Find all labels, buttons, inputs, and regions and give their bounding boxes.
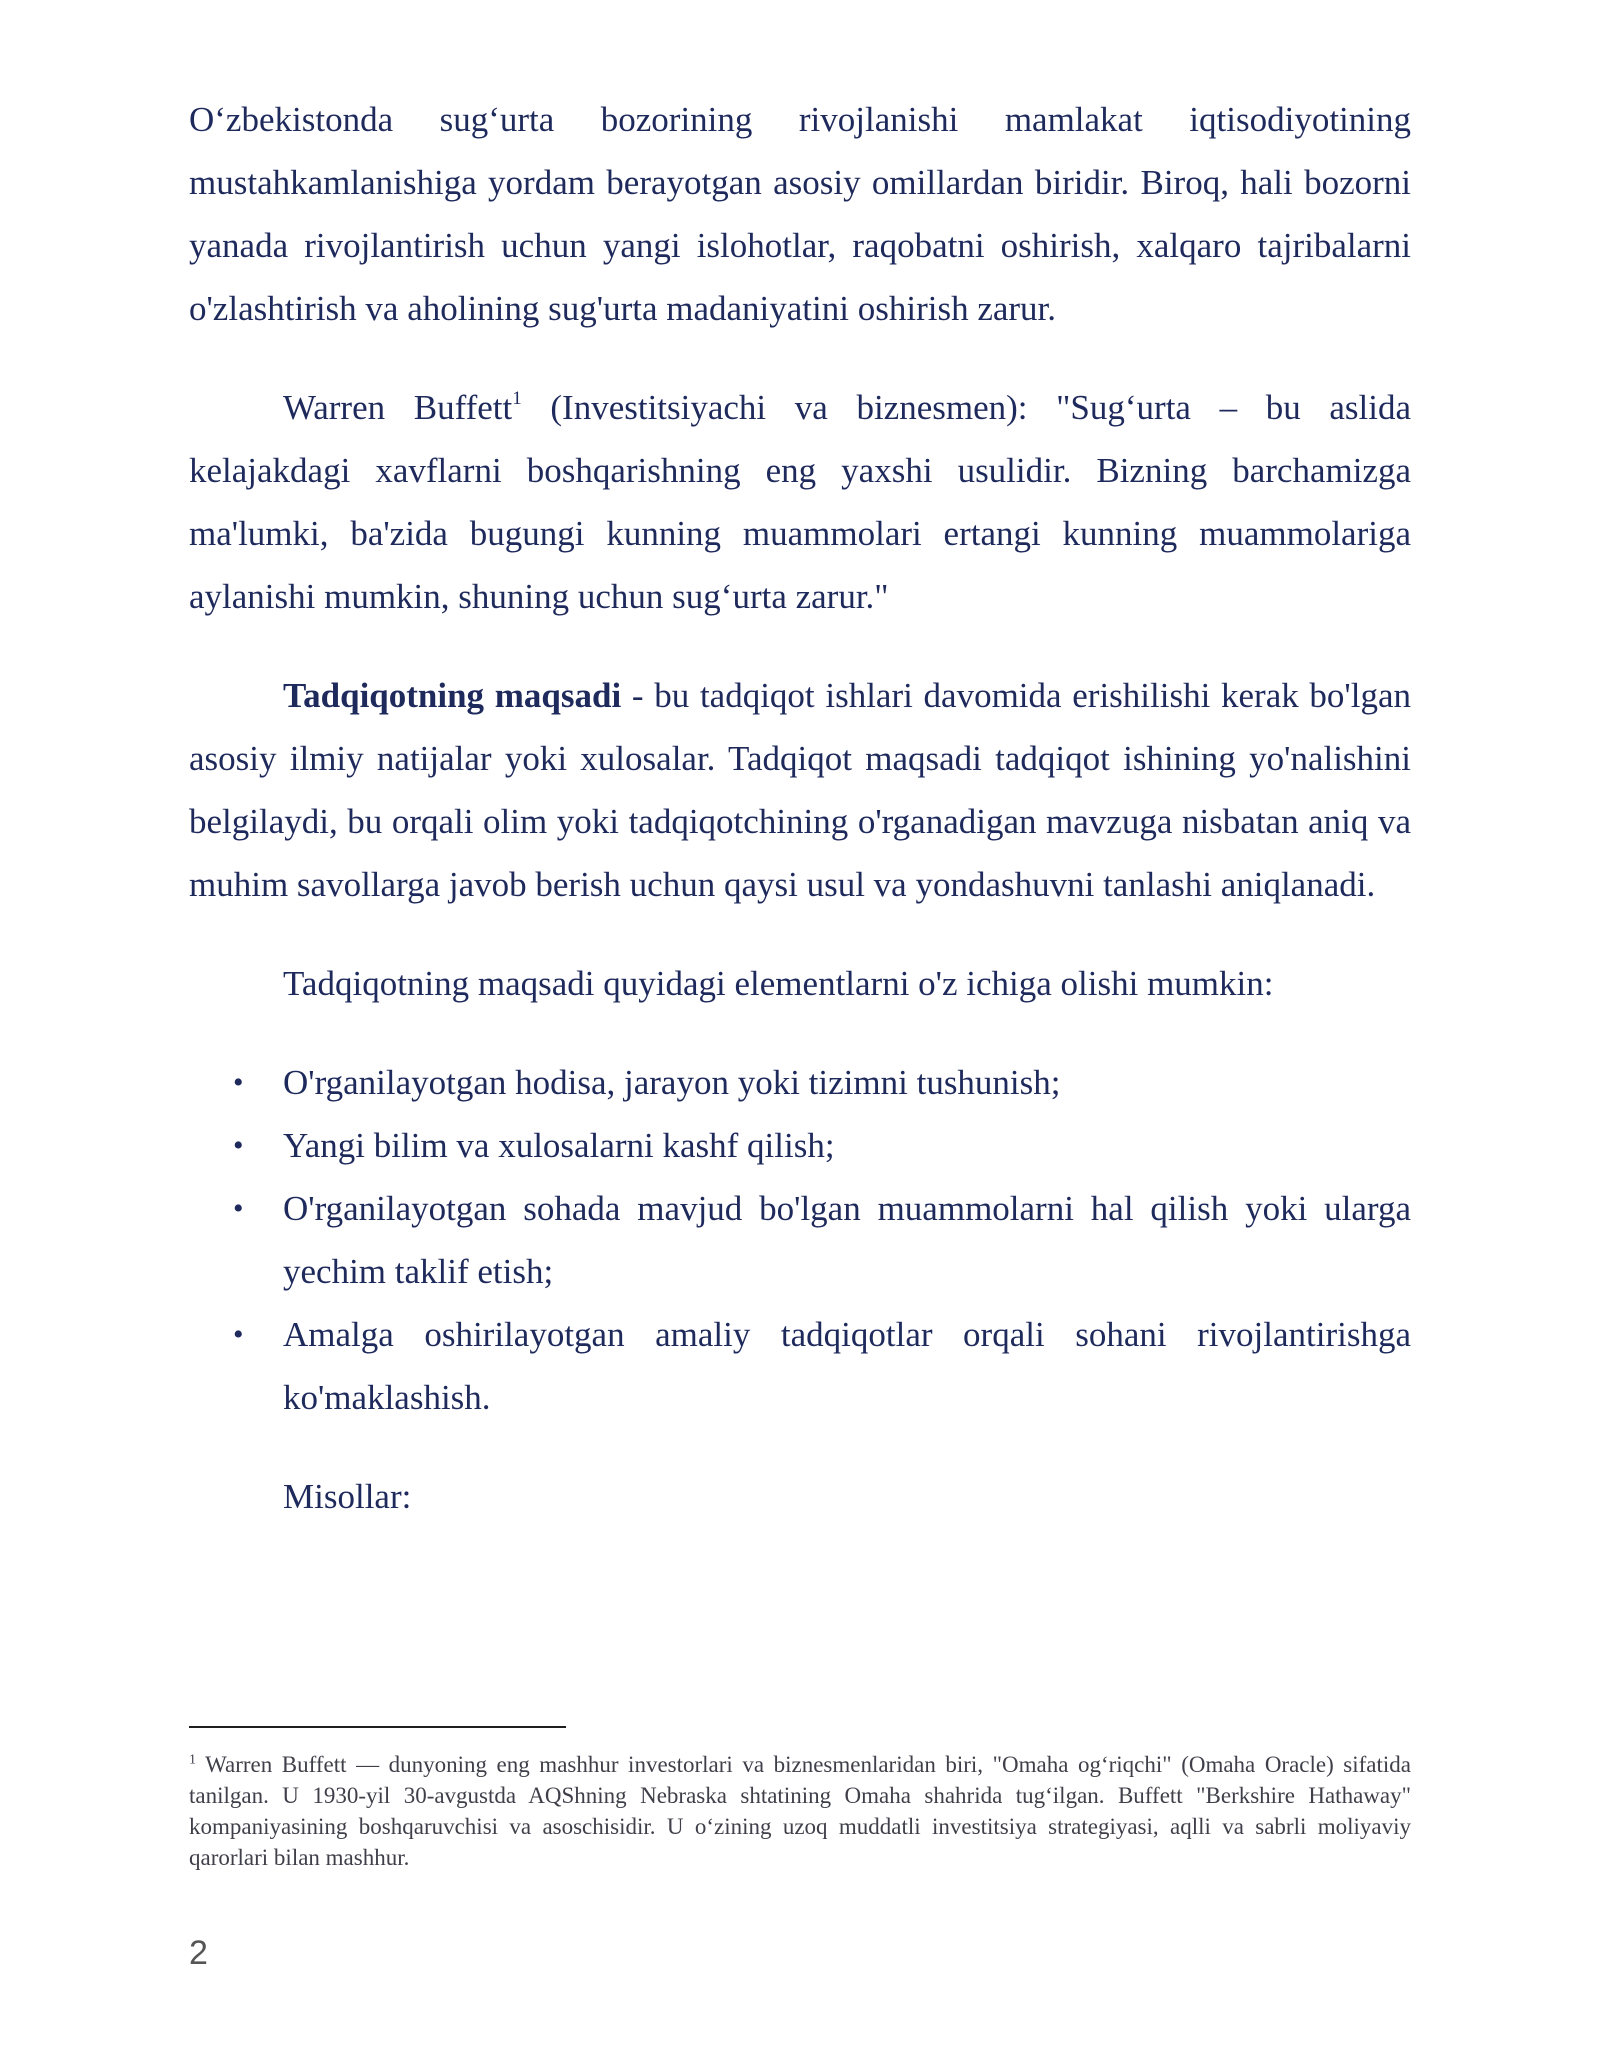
paragraph-text: Misollar: bbox=[283, 1477, 412, 1516]
page-number: 2 bbox=[189, 1934, 208, 1972]
bullet-icon: • bbox=[233, 1129, 244, 1162]
bullet-icon: • bbox=[233, 1066, 244, 1099]
footnote-separator bbox=[189, 1726, 566, 1728]
goal-elements-list bbox=[189, 1051, 1411, 1429]
list-item-text: Yangi bilim va xulosalarni kashf qilish; bbox=[283, 1126, 835, 1165]
bullet-icon: • bbox=[233, 1318, 244, 1351]
bold-term: Tadqiqotning maqsadi bbox=[283, 676, 622, 715]
paragraph-text: (Investitsiyachi va biznesmen): "Sug‘urta – bu aslida kelajakdagi xavflarni boshqarishning eng yaxshi usulidir. Bizning barchamizga ma'lumki, ba'zida bugungi kunning muammolari ertangi kunning muammolariga aylanishi mumkin, shuning uchun sug‘urta zarur." bbox=[189, 388, 1411, 616]
page-body bbox=[189, 88, 1411, 1564]
bullet-icon: • bbox=[233, 1192, 244, 1225]
paragraph-insurance-market bbox=[189, 88, 1411, 340]
list-item bbox=[189, 1303, 1411, 1429]
paragraph-text: O‘zbekistonda sug‘urta bozorining rivojlanishi mamlakat iqtisodiyotining mustahkamlanishiga yordam berayotgan asosiy omillardan biridir. Biroq, hali bozorni yanada rivojlantirish uchun yangi islohotlar, raqobatni oshirish, xalqaro tajribalarni o'zlashtirish va aholining sug'urta madaniyatini oshirish zarur. bbox=[189, 100, 1411, 328]
list-item bbox=[189, 1177, 1411, 1303]
paragraph-examples-heading bbox=[189, 1465, 1411, 1528]
footnote-reference[interactable]: 1 bbox=[512, 388, 522, 410]
list-item bbox=[189, 1114, 1411, 1177]
paragraph-text: - bu tadqiqot ishlari davomida erishilishi kerak bo'lgan asosiy ilmiy natijalar yoki xulosalar. Tadqiqot maqsadi tadqiqot ishining yo'nalishini belgilaydi, bu orqali olim yoki tadqiqotchining o'rganadigan mavzuga nisbatan aniq va muhim savollarga javob berish uchun qaysi usul va yondashuvni tanlashi aniqlanadi. bbox=[189, 676, 1411, 904]
footnote-number: 1 bbox=[189, 1752, 196, 1768]
paragraph-goal-elements-intro bbox=[189, 952, 1411, 1015]
list-item-text: O'rganilayotgan hodisa, jarayon yoki tizimni tushunish; bbox=[283, 1063, 1061, 1102]
paragraph-buffett-quote bbox=[189, 376, 1411, 628]
footnote bbox=[189, 1749, 1411, 1873]
paragraph-text: Tadqiqotning maqsadi quyidagi elementlarni o'z ichiga olishi mumkin: bbox=[283, 964, 1274, 1003]
list-item-text: O'rganilayotgan sohada mavjud bo'lgan muammolarni hal qilish yoki ularga yechim taklif etish; bbox=[283, 1189, 1411, 1291]
footnote-text: Warren Buffett — dunyoning eng mashhur investorlari va biznesmenlaridan biri, "Omaha og‘riqchi" (Omaha Oracle) sifatida tanilgan. U 1930-yil 30-avgustda AQShning Nebraska shtatining Omaha shahrida tug‘ilgan. Buffett "Berkshire Hathaway" kompaniyasining boshqaruvchisi va asoschisidir. U o‘zining uzoq muddatli investitsiya strategiyasi, aqlli va sabrli moliyaviy qarorlari bilan mashhur. bbox=[189, 1752, 1412, 1870]
list-item-text: Amalga oshirilayotgan amaliy tadqiqotlar orqali sohani rivojlantirishga ko'maklashish. bbox=[283, 1315, 1411, 1417]
paragraph-research-goal bbox=[189, 664, 1411, 916]
list-item bbox=[189, 1051, 1411, 1114]
buffett-name: Warren Buffett bbox=[283, 388, 513, 427]
